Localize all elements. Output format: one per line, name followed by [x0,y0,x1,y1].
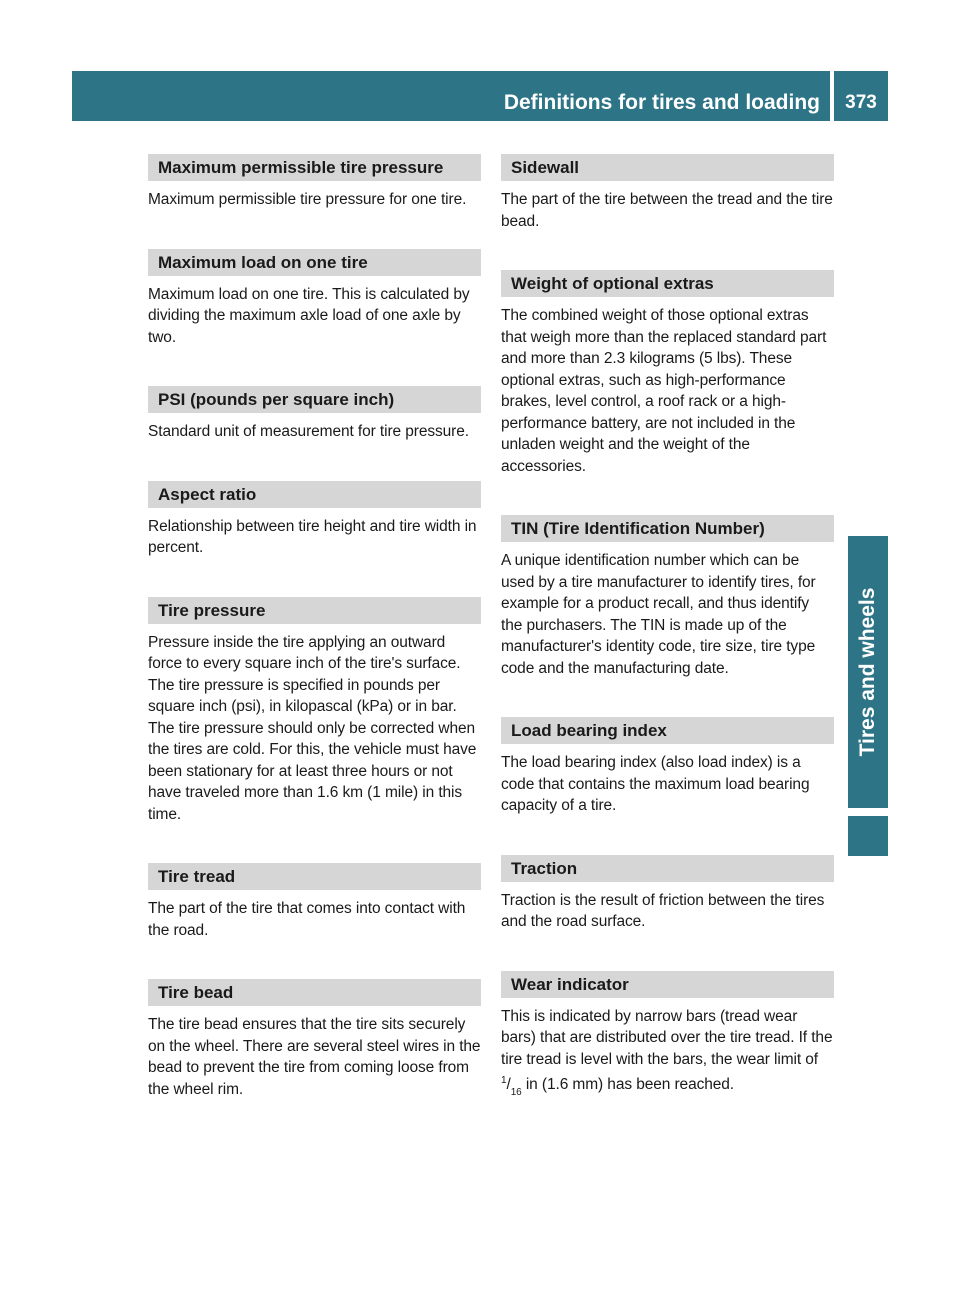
section-body: Maximum permissible tire pressure for one tire. [148,191,467,208]
definition-section [148,863,481,941]
definition-section [148,979,481,1100]
definition-section [148,154,481,211]
body-text: in (1.6 mm) has been reached. [521,1076,735,1094]
chapter-side-tab-label: Tires and wheels [856,587,879,757]
section-heading: Tire tread [148,863,481,890]
section-heading: PSI (pounds per square inch) [148,386,481,413]
definition-section [501,855,834,933]
section-body: Maximum load on one tire. This is calculated by dividing the maximum axle load of one axle by two. [148,285,470,346]
section-heading: Tire pressure [148,597,481,624]
body-text: This is indicated by narrow bars (tread wear bars) that are distributed over the tire tread. If the tire tread is level with the bars, the wear limit of [501,1007,833,1068]
section-body: The combined weight of those optional extras that weigh more than the replaced standard part and more than 2.3 kilograms (5 lbs). These optional extras, such as high-performance brakes, level control, a roof rack or a high-performance battery, are not included in the unladen weight and the weight of the accessories. [501,307,827,475]
section-body: The tire bead ensures that the tire sits securely on the wheel. There are several steel wires in the bead to prevent the tire from coming loose from the wheel rim. [148,1016,481,1098]
definition-section [501,717,834,817]
definition-section [148,481,481,559]
definition-section [148,386,481,443]
right-column [501,154,834,1140]
definition-section [501,270,834,477]
section-body: Pressure inside the tire applying an outward force to every square inch of the tire's surface. The tire pressure is specified in pounds per square inch (psi), in kilopascal (kPa) or in bar. The tire pressure should only be corrected when the tires are cold. For this, the vehicle must have been stationary for at least three hours or not have traveled more than 1.6 km (1 mile) in this time. [148,633,477,823]
fraction-slash: / [506,1076,511,1094]
section-body: The load bearing index (also load index) is a code that contains the maximum load bearing capacity of a tire. [501,754,810,814]
section-heading: Wear indicator [501,971,834,998]
definition-section [501,515,834,679]
fraction-denominator: 16 [510,1087,522,1099]
page-header-bar [72,71,830,121]
definition-section [501,154,834,232]
fraction [501,1075,522,1099]
page-header-title: Definitions for tires and loading [503,91,820,114]
section-body [501,1006,834,1102]
section-heading: Load bearing index [501,717,834,744]
section-heading: Sidewall [501,154,834,181]
page-number-box [834,71,888,121]
section-body: The part of the tire between the tread and the tire bead. [501,191,833,230]
page-number: 373 [845,92,877,113]
definition-section [148,597,481,826]
section-body: A unique identification number which can be used by a tire manufacturer to identify tires, for example for a product recall, and thus identify the purchasers. The TIN is made up of the manufacturer's identity code, tire size, tire type code and the manufacturing date. [501,552,816,677]
section-body: The part of the tire that comes into contact with the road. [148,900,466,939]
definition-section [148,249,481,349]
section-heading: Maximum load on one tire [148,249,481,276]
chapter-side-marker [848,816,888,856]
section-heading: Maximum permissible tire pressure [148,154,481,181]
left-column [148,154,481,1138]
fraction-numerator: 1 [501,1075,507,1086]
section-body: Relationship between tire height and tire width in percent. [148,517,477,556]
definition-section [501,971,834,1102]
section-heading: Aspect ratio [148,481,481,508]
section-heading: TIN (Tire Identification Number) [501,515,834,542]
section-body: Standard unit of measurement for tire pressure. [148,423,469,440]
section-heading: Tire bead [148,979,481,1006]
section-body: Traction is the result of friction between the tires and the road surface. [501,891,825,930]
section-heading: Traction [501,855,834,882]
chapter-side-tab [848,536,888,808]
section-heading: Weight of optional extras [501,270,834,297]
